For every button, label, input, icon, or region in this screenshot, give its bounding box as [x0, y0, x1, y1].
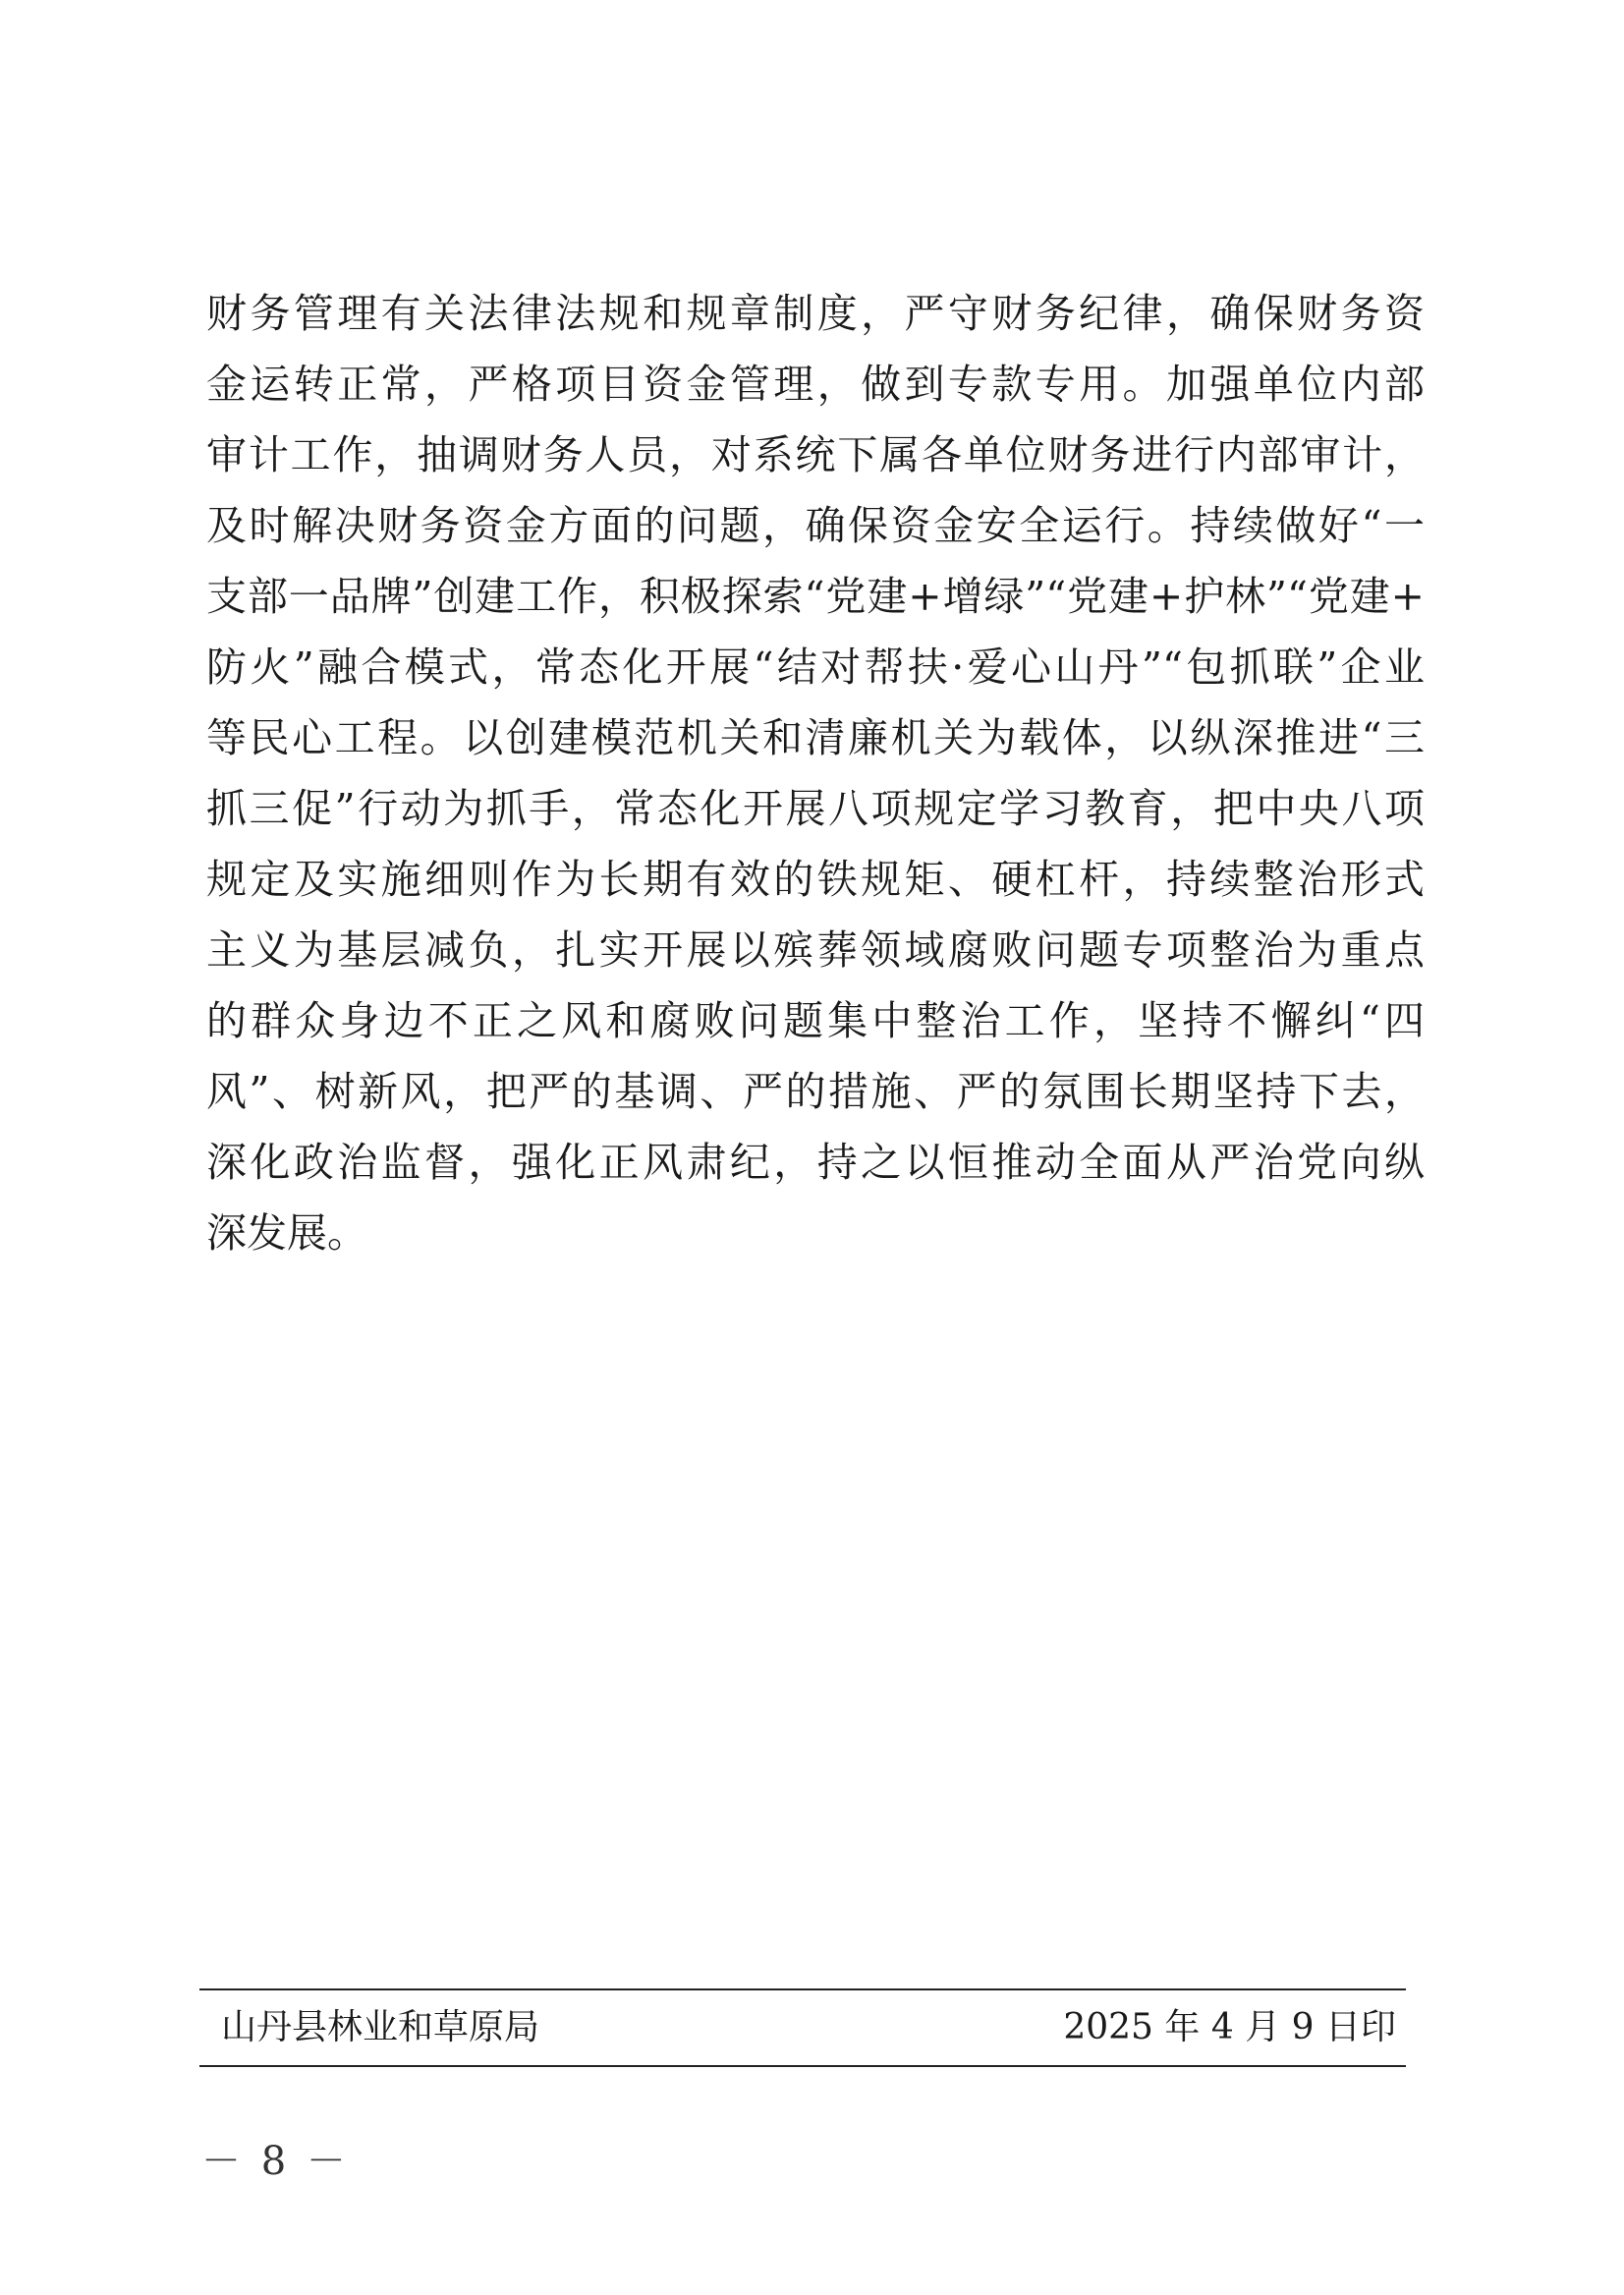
page-number: － 8 －	[201, 2139, 350, 2184]
body-paragraph	[206, 278, 1425, 1268]
paragraph-line: 主义为基层减负，扎实开展以殡葬领域腐败问题专项整治为重点	[206, 926, 1425, 974]
paragraph-line: 深发展。	[206, 1209, 367, 1257]
paragraph-line: 风”、树新风，把严的基调、严的措施、严的氛围长期坚持下去，	[206, 1068, 1425, 1115]
paragraph-line: 金运转正常，严格项目资金管理，做到专款专用。加强单位内部	[206, 361, 1425, 408]
paragraph-line: 等民心工程。以创建模范机关和清廉机关为载体，以纵深推进“三	[206, 714, 1425, 761]
paragraph-line: 规定及实施细则作为长期有效的铁规矩、硬杠杆，持续整治形式	[206, 856, 1425, 903]
footer-bottom-rule	[199, 2065, 1406, 2067]
paragraph-line: 深化政治监督，强化正风肃纪，持之以恒推动全面从严治党向纵	[206, 1139, 1425, 1186]
paragraph-line: 支部一品牌”创建工作，积极探索“党建+增绿”“党建+护林”“党建+	[206, 573, 1425, 620]
paragraph-line: 审计工作，抽调财务人员，对系统下属各单位财务进行内部审计，	[206, 431, 1425, 478]
print-footer	[221, 1996, 1396, 2059]
paragraph-line: 抓三促”行动为抓手，常态化开展八项规定学习教育，把中央八项	[206, 785, 1425, 832]
print-date: 2025 年 4 月 9 日印	[1063, 2007, 1396, 2047]
paragraph-line: 及时解决财务资金方面的问题，确保资金安全运行。持续做好“一	[206, 502, 1425, 549]
footer-top-rule	[199, 1988, 1406, 1990]
paragraph-line: 的群众身边不正之风和腐败问题集中整治工作，坚持不懈纠“四	[206, 997, 1425, 1044]
paragraph-line: 防火”融合模式，常态化开展“结对帮扶·爱心山丹”“包抓联”企业	[206, 644, 1425, 691]
issuing-organization: 山丹县林业和草原局	[221, 2007, 540, 2047]
paragraph-line: 财务管理有关法律法规和规章制度，严守财务纪律，确保财务资	[206, 290, 1425, 337]
